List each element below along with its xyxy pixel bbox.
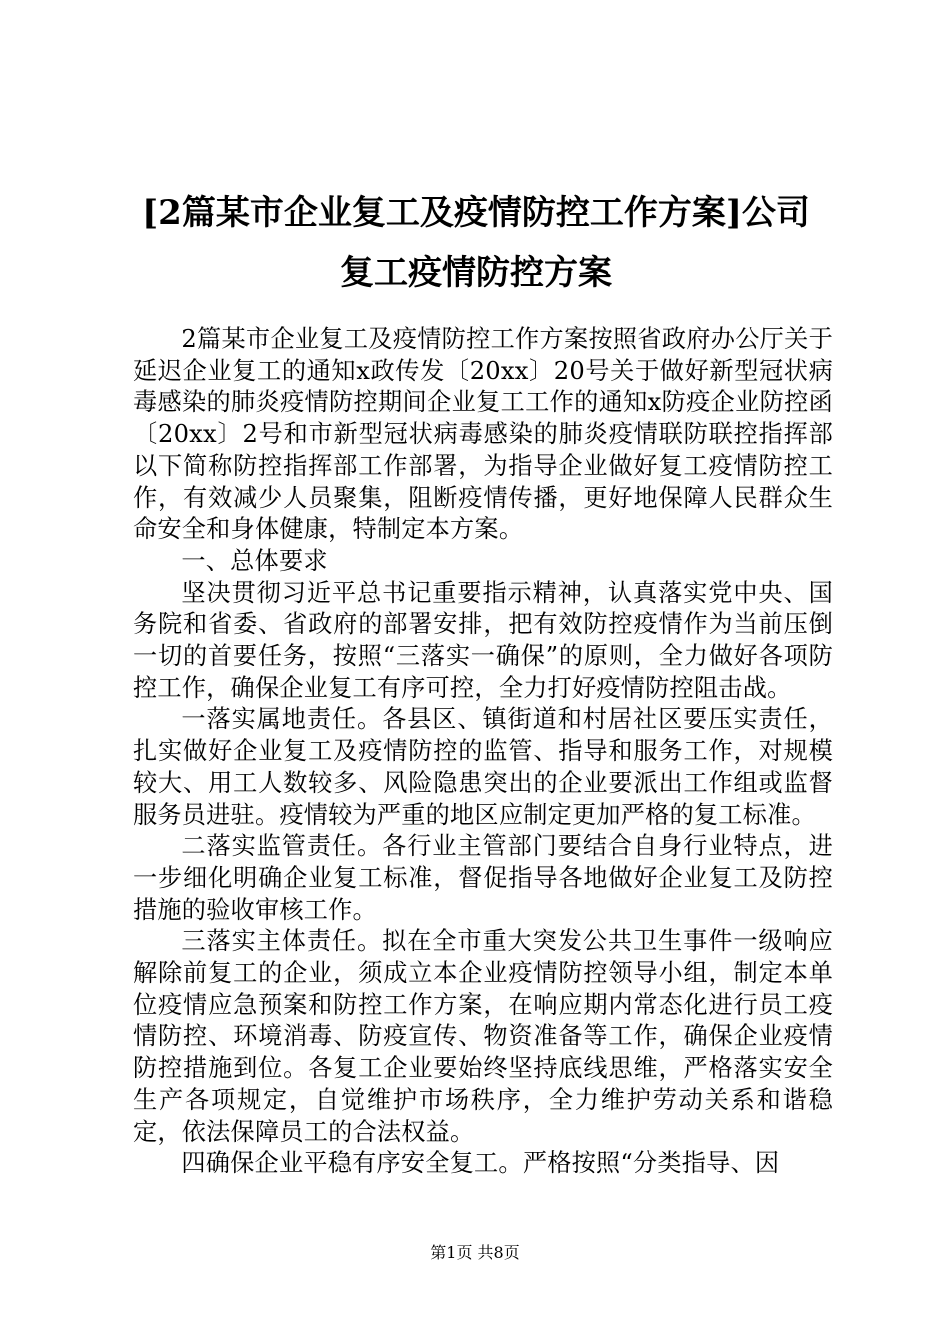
main-responsibility-paragraph: 三落实主体责任。拟在全市重大突发公共卫生事件一级响应解除前复工的企业，须成立本企业疫情防控领导小组，制定本单位疫情应急预案和防控工作方案，在响应期内常态化进行员工疫情防控、环境消毒、防疫宣传、物资准备等工作，确保企业疫情防控措施到位。各复工企业要始终坚持底线思维，严格落实安全生产各项规定，自觉维护市场秩序，全力维护劳动关系和谐稳定，依法保障员工的合法权益。 xyxy=(133,927,833,1146)
title-line-1: [2篇某市企业复工及疫情防控工作方案]公司 xyxy=(142,193,810,233)
supervision-responsibility-paragraph: 二落实监管责任。各行业主管部门要结合自身行业特点，进一步细化明确企业复工标准，督促指导各地做好企业复工及防控措施的验收审核工作。 xyxy=(133,832,833,924)
page-title xyxy=(120,183,832,303)
general-requirements-paragraph: 坚决贯彻习近平总书记重要指示精神，认真落实党中央、国务院和省委、省政府的部署安排，把有效防控疫情作为当前压倒一切的首要任务，按照“三落实一确保”的原则，全力做好各项防控工作，确保企业复工有序可控，全力打好疫情防控阻击战。 xyxy=(133,578,833,702)
page-number-footer: 第1页 共8页 xyxy=(430,1243,520,1262)
section-heading-general-requirements: 一、总体要求 xyxy=(181,546,328,575)
intro-paragraph: 2篇某市企业复工及疫情防控工作方案按照省政府办公厅关于延迟企业复工的通知x政传发〔20xx〕20号关于做好新型冠状病毒感染的肺炎疫情防控期间企业复工工作的通知x防疫企业防控函〔20xx〕2号和市新型冠状病毒感染的肺炎疫情联防联控指挥部以下简称防控指挥部工作部署，为指导企业做好复工疫情防控工作，有效减少人员聚集，阻断疫情传播，更好地保障人民群众生命安全和身体健康，特制定本方案。 xyxy=(133,325,833,544)
safe-resumption-paragraph: 四确保企业平稳有序安全复工。严格按照“分类指导、因 xyxy=(181,1149,780,1178)
document-body xyxy=(133,324,833,1180)
title-line-2: 复工疫情防控方案 xyxy=(340,253,612,293)
territorial-responsibility-paragraph: 一落实属地责任。各县区、镇街道和村居社区要压实责任，扎实做好企业复工及疫情防控的监管、指导和服务工作，对规模较大、用工人数较多、风险隐患突出的企业要派出工作组或监督服务员进驻。疫情较为严重的地区应制定更加严格的复工标准。 xyxy=(133,705,833,829)
